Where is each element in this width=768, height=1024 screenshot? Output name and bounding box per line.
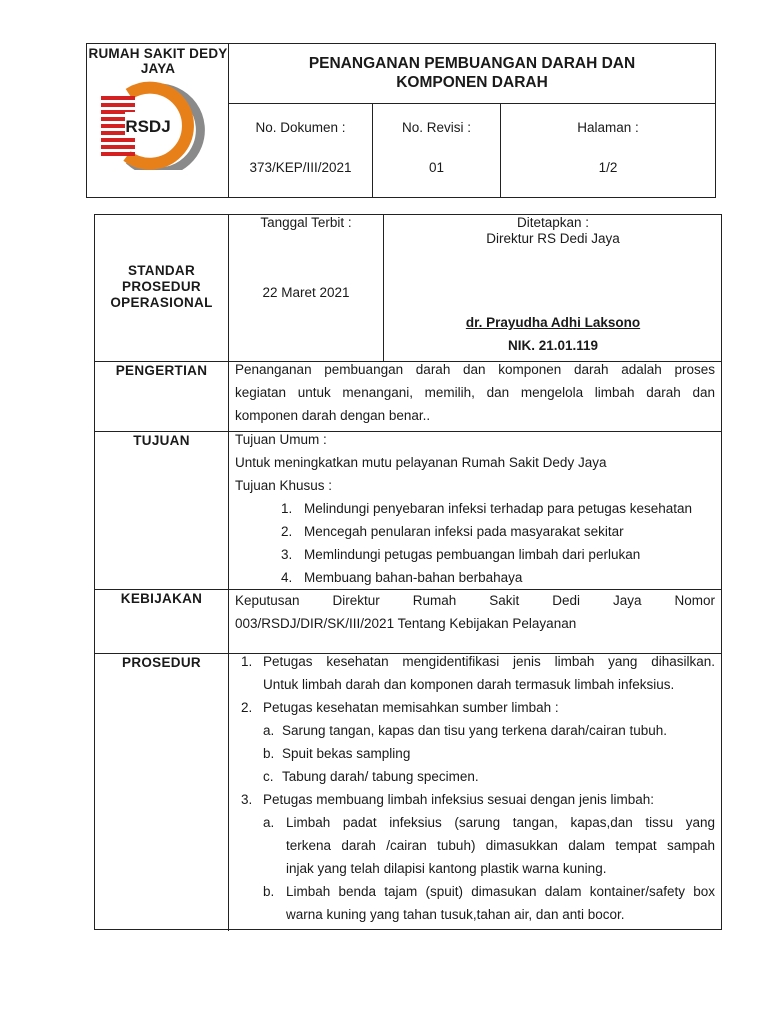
substep-letter: a. <box>263 723 275 738</box>
kebijakan-label: KEBIJAKAN <box>120 591 203 606</box>
title-line-2: KOMPONEN DARAH <box>396 74 548 91</box>
pengertian-line-2: kegiatan untuk menangani, memilih, dan mengelola limbah darah dan <box>235 385 715 400</box>
signer-name: dr. Prayudha Adhi Laksono <box>465 315 641 330</box>
step-3b-line-2: warna kuning yang tahan tusuk,tahan air, dan anti bocor. <box>286 907 625 922</box>
substep-letter: b. <box>263 884 275 899</box>
pengertian-label: PENGERTIAN <box>115 363 208 378</box>
issue-date-label: Tanggal Terbit : <box>260 215 352 230</box>
step-3a-line-2: terkena darah /cairan tubuh) dimasukkan dalam tempat sampah <box>286 838 715 853</box>
set-by-role: Direktur RS Dedi Jaya <box>486 231 620 246</box>
list-item: Membuang bahan-bahan berbahaya <box>304 570 523 585</box>
title-line-1: PENANGANAN PEMBUANGAN DARAH DAN <box>308 55 636 72</box>
page-cell <box>501 104 715 197</box>
step-1-line-2: Untuk limbah darah dan komponen darah termasuk limbah infeksius. <box>263 677 675 692</box>
step-3a-line-3: injak yang telah dilapisi kantong plastik warna kuning. <box>286 861 607 876</box>
step-3b-line-1: Limbah benda tajam (spuit) dimasukan dalam kontainer/safety box <box>286 884 715 899</box>
sop-label: STANDAR PROSEDUR OPERASIONAL <box>110 263 213 310</box>
step-number: 1. <box>241 654 253 669</box>
signer-nik: NIK. 21.01.119 <box>507 338 599 353</box>
step-2-text: Petugas kesehatan memisahkan sumber limbah : <box>263 700 559 715</box>
list-item-number: 3. <box>281 547 293 562</box>
kebijakan-line-1: Keputusan Direktur Rumah Sakit Dedi Jaya Nomor <box>235 593 715 608</box>
page-label: Halaman : <box>577 120 639 135</box>
column-divider <box>228 215 229 931</box>
list-item: Melindungi penyebaran infeksi terhadap para petugas kesehatan <box>304 501 693 516</box>
hospital-name: RUMAH SAKIT DEDY JAYA <box>88 46 228 76</box>
tujuan-khusus-label: Tujuan Khusus : <box>235 478 333 493</box>
step-number: 2. <box>241 700 253 715</box>
substep-text: Tabung darah/ tabung specimen. <box>282 769 479 784</box>
substep-text: Sarung tangan, kapas dan tisu yang terkena darah/cairan tubuh. <box>282 723 668 738</box>
step-3-text: Petugas membuang limbah infeksius sesuai dengan jenis limbah: <box>263 792 654 807</box>
issue-date: 22 Maret 2021 <box>262 285 350 300</box>
list-item-number: 1. <box>281 501 293 516</box>
page-value: 1/2 <box>598 160 618 175</box>
prosedur-label: PROSEDUR <box>122 655 201 670</box>
pengertian-line-3: komponen darah dengan benar.. <box>235 408 431 423</box>
revision-label: No. Revisi : <box>401 120 472 135</box>
tujuan-label: TUJUAN <box>133 433 190 448</box>
hospital-logo <box>99 80 217 170</box>
doc-number-cell <box>229 104 373 197</box>
logo-text: RSDJ <box>125 117 171 136</box>
revision-cell <box>373 104 501 197</box>
substep-text: Spuit bekas sampling <box>282 746 411 761</box>
document-title <box>229 44 715 104</box>
list-item-number: 4. <box>281 570 293 585</box>
step-3a-line-1: Limbah padat infeksius (sarung tangan, kapas,dan tissu yang <box>286 815 715 830</box>
revision-value: 01 <box>428 160 445 175</box>
substep-letter: b. <box>263 746 275 761</box>
substep-letter: a. <box>263 815 275 830</box>
substep-letter: c. <box>263 769 274 784</box>
set-by-label: Ditetapkan : <box>516 215 590 230</box>
step-1-line-1: Petugas kesehatan mengidentifikasi jenis limbah yang dihasilkan. <box>263 654 715 669</box>
list-item-number: 2. <box>281 524 293 539</box>
kebijakan-line-2: 003/RSDJ/DIR/SK/III/2021 Tentang Kebijakan Pelayanan <box>235 616 577 631</box>
logo-cell <box>87 44 229 197</box>
tujuan-umum-label: Tujuan Umum : <box>235 432 327 447</box>
pengertian-line-1: Penanganan pembuangan darah dan komponen darah adalah proses <box>235 362 715 377</box>
sop-table <box>94 214 722 930</box>
list-item: Memlindungi petugas pembuangan limbah dari perlukan <box>304 547 641 562</box>
tujuan-umum-text: Untuk meningkatkan mutu pelayanan Rumah Sakit Dedy Jaya <box>235 455 607 470</box>
doc-number-label: No. Dokumen : <box>255 120 346 135</box>
list-item: Mencegah penularan infeksi pada masyarakat sekitar <box>304 524 624 539</box>
document-header <box>86 43 716 198</box>
doc-number-value: 373/KEP/III/2021 <box>249 160 352 175</box>
step-number: 3. <box>241 792 253 807</box>
